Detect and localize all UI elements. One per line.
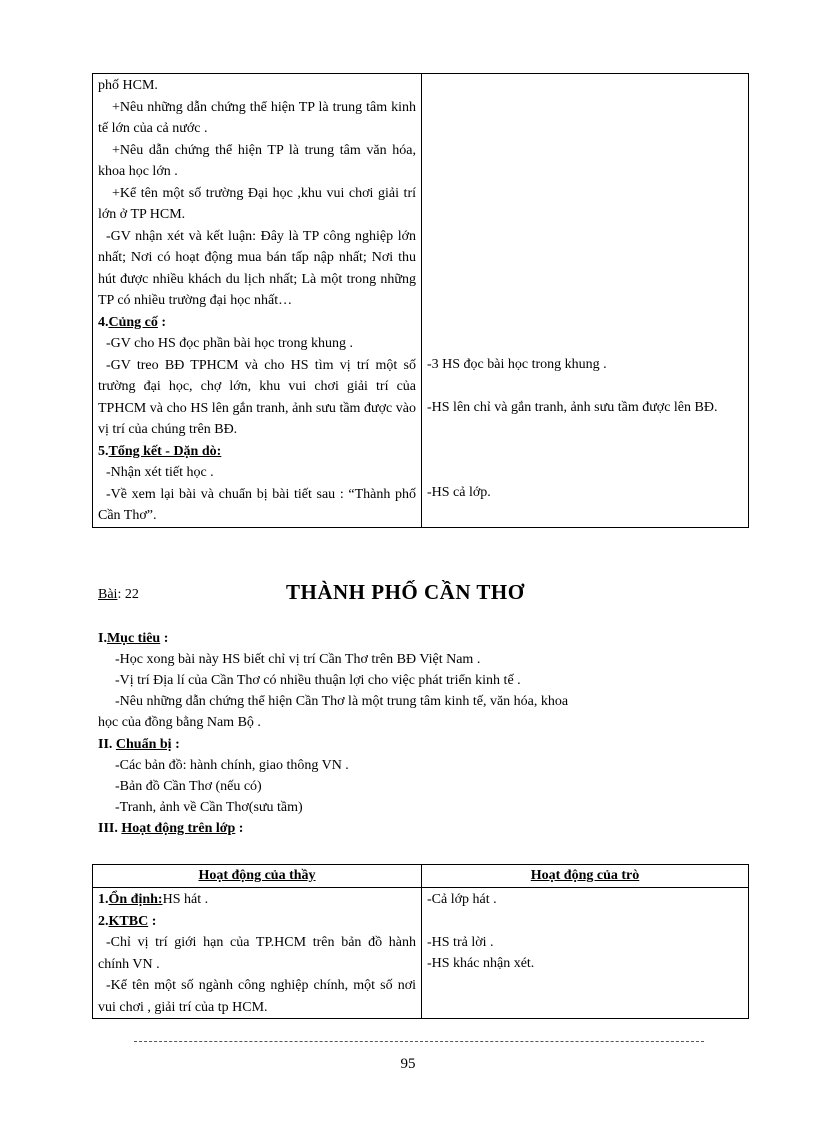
lesson-number bbox=[98, 587, 139, 603]
heading-number: 2. bbox=[98, 913, 109, 929]
footer-divider bbox=[134, 1041, 704, 1042]
activities-section bbox=[98, 818, 738, 839]
section-heading-activities bbox=[98, 818, 738, 839]
spacer bbox=[427, 75, 743, 354]
heading-number: 1. bbox=[98, 892, 109, 907]
heading-label: Mục tiêu bbox=[106, 631, 161, 646]
heading-label: Tổng kết - Dặn dò: bbox=[108, 443, 222, 459]
section-heading-objectives bbox=[98, 628, 738, 649]
text-line: +Nêu những dẫn chứng thể hiện TP là trung tâm kinh tế lớn của cả nước . bbox=[98, 99, 416, 136]
lesson-value: : 22 bbox=[117, 587, 139, 602]
text-line: phố HCM. bbox=[98, 78, 158, 93]
list-item: -Học xong bài này HS biết chỉ vị trí Cần Thơ trên BĐ Việt Nam . bbox=[115, 652, 481, 667]
heading-colon: : bbox=[160, 631, 169, 646]
student-activity-cell bbox=[422, 74, 749, 528]
text-line: -HS cả lớp. bbox=[427, 485, 491, 500]
text-line: -HS trả lời . bbox=[427, 934, 494, 950]
spacer bbox=[427, 376, 743, 397]
text-line: -3 HS đọc bài học trong khung . bbox=[427, 357, 607, 372]
section-heading-ktbc bbox=[98, 911, 416, 933]
heading-label: Chuẩn bị bbox=[115, 737, 172, 752]
teacher-activity-cell bbox=[93, 888, 422, 1019]
list-item: -Bản đồ Cần Thơ (nếu có) bbox=[115, 779, 262, 794]
text-line: -Về xem lại bài và chuẩn bị bài tiết sau : “Thành phố Cần Thơ”. bbox=[98, 486, 416, 523]
on-dinh-line bbox=[98, 889, 416, 911]
text-line: -GV nhận xét và kết luận: Đây là TP công nghiệp lớn nhất; Nơi có hoạt động mua bán tấp nập nhất; Nơi thu hút được nhiều khách du lịch nhất; Là một trong những TP có nhiều trường đại học nhất… bbox=[98, 228, 416, 308]
heading-number: 4. bbox=[98, 314, 109, 330]
spacer bbox=[427, 911, 743, 932]
objectives-section bbox=[98, 628, 738, 733]
section-heading-cung-co bbox=[98, 312, 416, 334]
table-header-row bbox=[93, 865, 749, 888]
heading-number: III. bbox=[98, 821, 122, 836]
section-heading-tong-ket bbox=[98, 441, 416, 463]
text-line: +Kể tên một số trường Đại học ,khu vui chơi giải trí lớn ở TP HCM. bbox=[98, 185, 416, 222]
text-line: HS hát . bbox=[162, 892, 209, 907]
text-line: -Kể tên một số ngành công nghiệp chính, một số nơi vui chơi , giải trí của tp HCM. bbox=[98, 978, 416, 1015]
list-item: -Các bản đồ: hành chính, giao thông VN . bbox=[115, 758, 349, 773]
text-line: -Cả lớp hát . bbox=[427, 892, 497, 907]
heading-number: II. bbox=[98, 737, 116, 752]
column-header-teacher: Hoạt động của thầy bbox=[93, 865, 422, 888]
text-line: -HS khác nhận xét. bbox=[427, 956, 535, 971]
heading-number: I. bbox=[98, 631, 107, 646]
spacer bbox=[427, 418, 743, 482]
heading-label: Củng cố bbox=[108, 314, 158, 330]
heading-colon: : bbox=[171, 737, 180, 752]
column-header-student: Hoạt động của trò bbox=[422, 865, 749, 888]
text-line: -Chỉ vị trí giới hạn của TP.HCM trên bản đồ hành chính VN . bbox=[98, 935, 416, 972]
list-item: -Nêu những dẫn chứng thể hiện Cần Thơ là một trung tâm kinh tế, văn hóa, khoa bbox=[115, 694, 569, 709]
heading-label: Ổn định: bbox=[108, 892, 163, 907]
text-line: -GV cho HS đọc phần bài học trong khung . bbox=[106, 336, 354, 351]
heading-label: KTBC bbox=[108, 913, 149, 929]
preparation-section bbox=[98, 734, 738, 818]
heading-label: Hoạt động trên lớp bbox=[121, 821, 236, 836]
text-line: -Nhận xét tiết học . bbox=[106, 465, 214, 480]
lesson-header bbox=[98, 580, 748, 610]
teacher-activity-cell bbox=[93, 74, 422, 528]
lesson-label: Bài bbox=[98, 587, 118, 602]
heading-colon: : bbox=[148, 913, 157, 929]
page-title: THÀNH PHỐ CẦN THƠ bbox=[286, 580, 525, 604]
list-item: -Tranh, ảnh về Cần Thơ(sưu tầm) bbox=[115, 800, 303, 815]
activity-table-continued bbox=[92, 73, 749, 528]
text-line: +Nêu dẫn chứng thể hiện TP là trung tâm văn hóa, khoa học lớn . bbox=[98, 142, 416, 179]
activity-table bbox=[92, 864, 749, 1019]
list-item-continuation: học của đồng bằng Nam Bộ . bbox=[98, 715, 261, 730]
student-activity-cell bbox=[422, 888, 749, 1019]
heading-colon: : bbox=[235, 821, 244, 836]
page-number: 95 bbox=[400, 1056, 416, 1072]
text-line: -GV treo BĐ TPHCM và cho HS tìm vị trí một số trường đại học, chợ lớn, khu vui chơi giải trí của TPHCM và cho HS lên gắn tranh, ảnh sưu tầm được vào vị trí của chúng trên BĐ. bbox=[98, 357, 416, 437]
table-row bbox=[93, 888, 749, 1019]
heading-number: 5. bbox=[98, 443, 109, 459]
list-item: -Vị trí Địa lí của Cần Thơ có nhiều thuận lợi cho việc phát triển kinh tế . bbox=[115, 673, 521, 688]
table-row bbox=[93, 74, 749, 528]
text-line: -HS lên chỉ và gắn tranh, ảnh sưu tầm được lên BĐ. bbox=[427, 399, 718, 415]
section-heading-preparation bbox=[98, 734, 738, 755]
heading-colon: : bbox=[157, 314, 167, 330]
